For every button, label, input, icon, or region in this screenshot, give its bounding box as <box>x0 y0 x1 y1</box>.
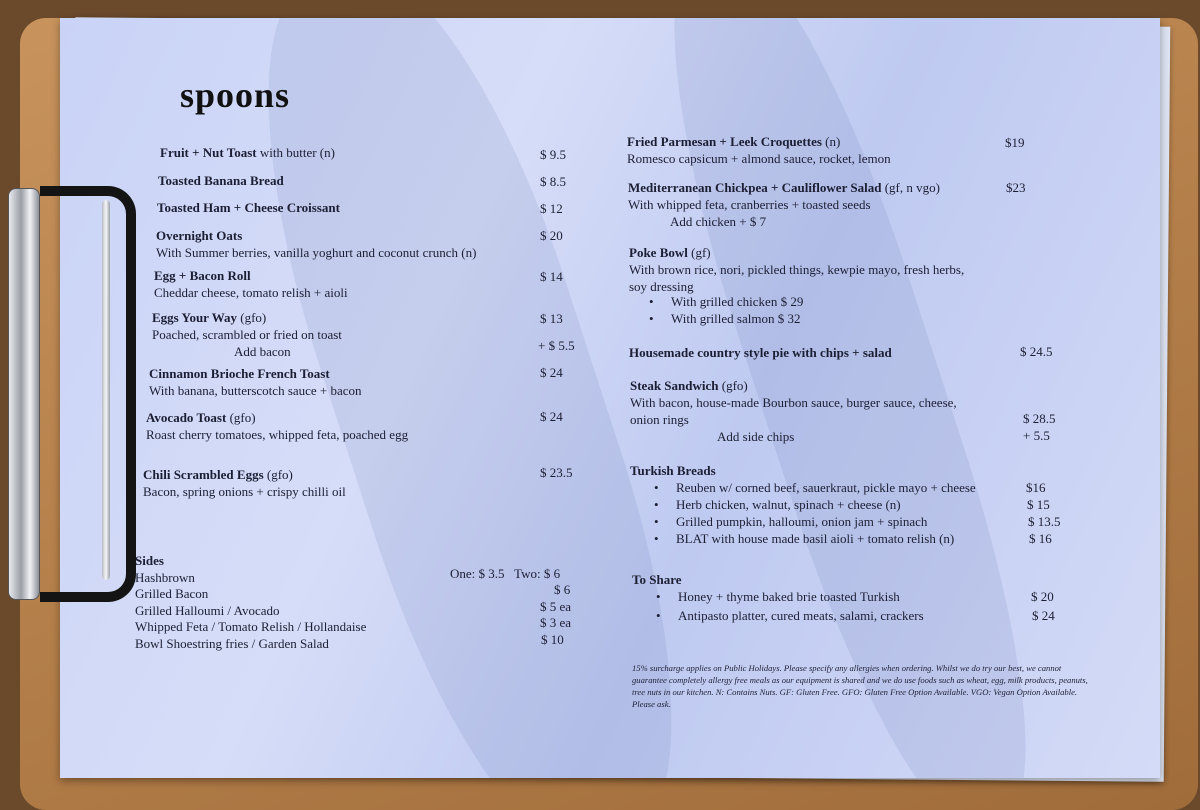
menu-item-fruit-nut-toast <box>160 144 335 161</box>
item-dietary-note: (gfo) <box>226 410 256 425</box>
item-price: $ 24 <box>1032 608 1055 623</box>
turkish-bread-item: • Grilled pumpkin, halloumi, onion jam + spinach <box>676 514 927 530</box>
item-addon: Add side chips <box>717 429 795 444</box>
poke-option: • With grilled salmon $ 32 <box>671 311 800 327</box>
addon-price: + $ 5.5 <box>538 338 575 353</box>
item-name: Fruit + Nut Toast <box>160 145 257 160</box>
poke-option: • With grilled chicken $ 29 <box>671 294 803 310</box>
item-dietary-note: (n) <box>821 134 841 149</box>
item-price: $ 23.5 <box>540 465 573 480</box>
item-price: $ 12 <box>540 201 563 216</box>
item-price: $ 15 <box>1027 497 1050 512</box>
item-desc: Poached, scrambled or fried on toast <box>152 327 342 342</box>
item-name: Toasted Banana Bread <box>158 173 284 188</box>
side-item: Hashbrown <box>135 569 195 585</box>
item-desc: With banana, butterscotch sauce + bacon <box>149 383 362 398</box>
side-price: $ 5 ea <box>540 599 572 614</box>
allergy-surcharge-note: 15% surcharge applies on Public Holidays. Please specify any allergies when ordering. Whilst we do try our best, we cannot guarantee completely allergy free meals as our equipment is shared and we do use foods such as wheat, egg, milk products, peanuts, tree nuts in our kitchen. N: Contains Nuts. GF: Gluten Free. GFO: Gluten Free Option Available. VGO: Vegan Option Available. Please ask. <box>632 663 1088 709</box>
item-addon: Add chicken + $ 7 <box>670 214 767 229</box>
item-desc: with butter (n) <box>256 145 335 160</box>
item-addon: Add bacon <box>234 344 291 359</box>
item-price: $ 20 <box>540 228 563 243</box>
sides-section <box>135 553 366 652</box>
item-name: Overnight Oats <box>156 228 243 243</box>
item-price: $ 14 <box>540 269 563 284</box>
menu-item-croquettes <box>627 133 891 167</box>
item-name: Avocado Toast <box>146 410 227 425</box>
item-price: $ 9.5 <box>540 147 566 162</box>
item-price: $ 13.5 <box>1028 514 1061 529</box>
menu-item-steak-sandwich <box>630 377 957 445</box>
side-item: Whipped Feta / Tomato Relish / Hollandaise <box>135 619 367 634</box>
item-price: $ 24 <box>540 365 563 380</box>
menu-item-chickpea-salad <box>628 179 940 230</box>
side-price: $ 6 <box>554 582 571 597</box>
item-name: Poke Bowl <box>629 245 688 260</box>
to-share-item: • Antipasto platter, cured meats, salami, crackers <box>678 608 924 624</box>
item-desc: soy dressing <box>629 279 694 294</box>
turkish-bread-item: • Herb chicken, walnut, spinach + cheese (n) <box>676 497 901 513</box>
restaurant-logo: spoons <box>180 75 291 115</box>
to-share-title: To Share <box>632 572 682 587</box>
side-item: Grilled Bacon <box>135 586 209 601</box>
clipboard-clip-arm <box>40 186 136 602</box>
side-price: $ 10 <box>541 632 564 647</box>
menu-item-country-pie <box>629 344 892 361</box>
item-name: Fried Parmesan + Leek Croquettes <box>627 134 822 149</box>
item-desc: Roast cherry tomatoes, whipped feta, poached egg <box>146 427 409 442</box>
menu-item-ham-cheese-croissant <box>157 199 340 216</box>
menu-item-french-toast <box>149 365 362 399</box>
item-price: $23 <box>1006 180 1026 195</box>
item-desc: With bacon, house-made Bourbon sauce, burger sauce, cheese, <box>630 395 957 410</box>
item-dietary-note: (gfo) <box>263 467 293 482</box>
item-name: Cinnamon Brioche French Toast <box>149 366 330 381</box>
item-price: $ 24.5 <box>1020 344 1053 359</box>
clipboard-clip <box>8 188 40 600</box>
item-dietary-note: (gf) <box>687 245 711 260</box>
item-dietary-note: (gfo) <box>237 310 267 325</box>
item-name: Mediterranean Chickpea + Cauliflower Salad <box>628 180 882 195</box>
clipboard-clip-wire <box>102 200 110 580</box>
menu-sheet <box>60 18 1160 778</box>
menu-item-eggs-your-way <box>152 309 342 360</box>
item-price: $ 8.5 <box>540 174 566 189</box>
menu-item-egg-bacon-roll <box>154 267 348 301</box>
menu-item-overnight-oats <box>156 227 476 261</box>
item-price: $ 24 <box>540 409 563 424</box>
to-share-item: • Honey + thyme baked brie toasted Turkish <box>678 589 900 605</box>
turkish-bread-item: • Reuben w/ corned beef, sauerkraut, pickle mayo + cheese <box>676 480 976 496</box>
item-desc: onion rings <box>630 412 689 427</box>
item-price: $ 16 <box>1029 531 1052 546</box>
item-dietary-note: (gf, n vgo) <box>881 180 940 195</box>
item-price: $16 <box>1026 480 1046 495</box>
side-item: Bowl Shoestring fries / Garden Salad <box>135 635 329 651</box>
turkish-bread-item: • BLAT with house made basil aioli + tomato relish (n) <box>676 531 954 547</box>
item-desc: With brown rice, nori, pickled things, kewpie mayo, fresh herbs, <box>629 262 965 277</box>
sides-title: Sides <box>135 553 164 568</box>
item-name: Housemade country style pie with chips + salad <box>629 345 892 360</box>
item-name: Eggs Your Way <box>152 310 238 325</box>
addon-price: + 5.5 <box>1023 428 1050 443</box>
item-desc: With whipped feta, cranberries + toasted seeds <box>628 197 871 212</box>
item-name: Steak Sandwich <box>630 378 719 393</box>
item-desc: Romesco capsicum + almond sauce, rocket, lemon <box>627 151 891 166</box>
item-price: $ 13 <box>540 311 563 326</box>
side-price: $ 3 ea <box>540 615 572 630</box>
item-price: $ 20 <box>1031 589 1054 604</box>
menu-item-banana-bread <box>158 172 284 189</box>
side-price: One: $ 3.5 Two: $ 6 <box>450 566 561 581</box>
item-name: Egg + Bacon Roll <box>154 268 251 283</box>
menu-item-poke-bowl <box>629 244 964 295</box>
item-name: Toasted Ham + Cheese Croissant <box>157 200 340 215</box>
menu-item-chili-scrambled-eggs <box>143 466 346 500</box>
item-dietary-note: (gfo) <box>718 378 748 393</box>
item-desc: With Summer berries, vanilla yoghurt and coconut crunch (n) <box>156 245 477 260</box>
turkish-breads-title: Turkish Breads <box>630 463 716 478</box>
item-desc: Cheddar cheese, tomato relish + aioli <box>154 285 348 300</box>
item-price: $19 <box>1005 135 1025 150</box>
side-item: Grilled Halloumi / Avocado <box>135 602 280 618</box>
item-price: $ 28.5 <box>1023 411 1056 426</box>
item-desc: Bacon, spring onions + crispy chilli oil <box>143 484 346 499</box>
menu-item-avocado-toast <box>146 409 408 443</box>
item-name: Chili Scrambled Eggs <box>143 467 264 482</box>
